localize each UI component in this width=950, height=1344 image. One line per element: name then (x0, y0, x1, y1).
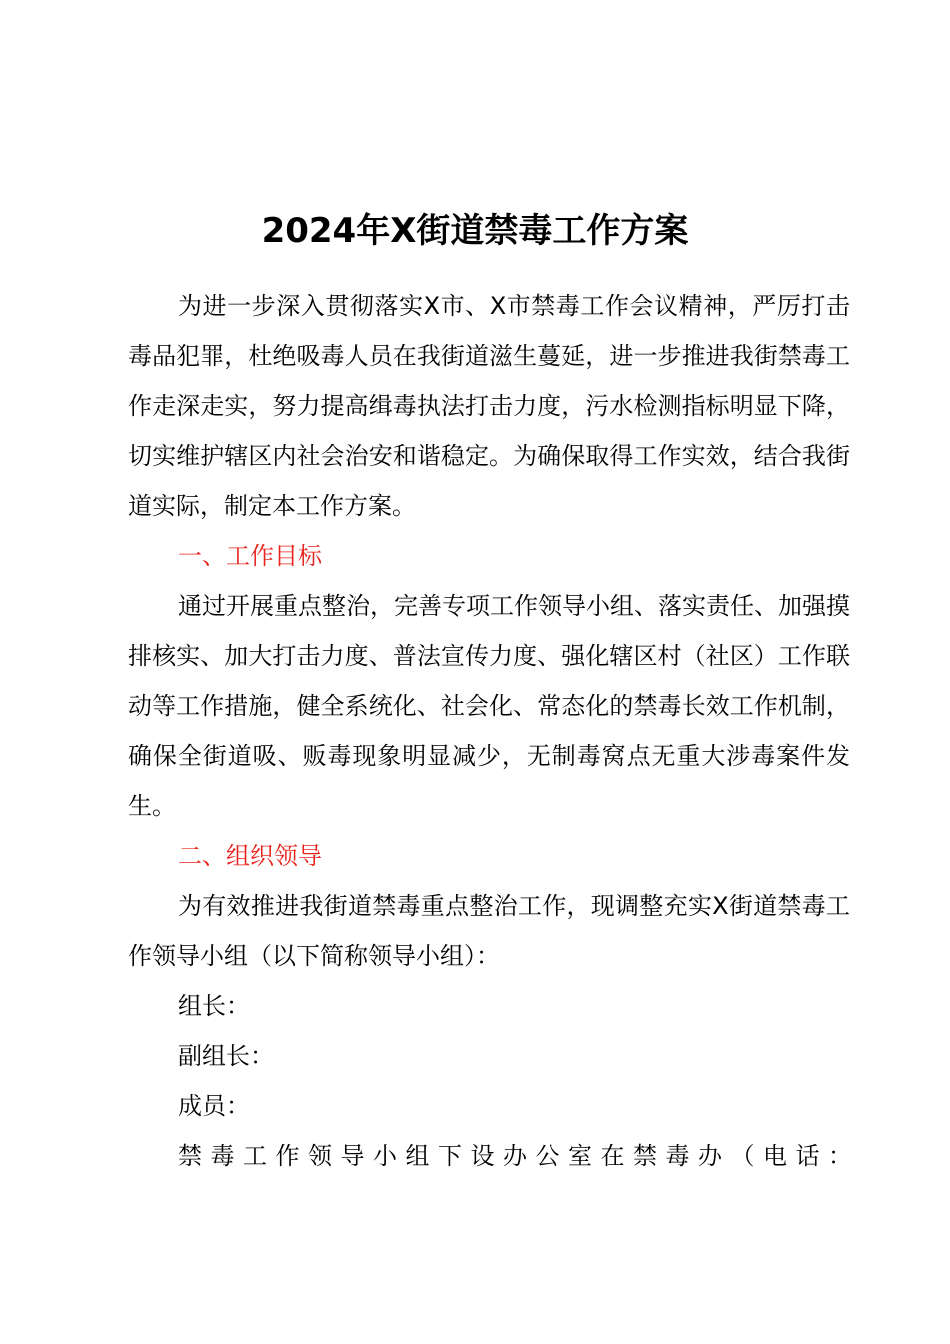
leader-label: 组长： (178, 992, 250, 1020)
document-title: 2024年X街道禁毒工作方案 (261, 211, 689, 251)
section-heading-goals: 一、工作目标 (178, 542, 322, 570)
office-line: 禁毒工作领导小组下设办公室在禁毒办（电话： (178, 1142, 861, 1170)
deputy-leader-label: 副组长： (178, 1042, 274, 1070)
document-body (128, 281, 861, 1181)
leadership-paragraph: 为有效推进我街道禁毒重点整治工作，现调整充实X街道禁毒工作领导小组（以下简称领导小组）： (128, 892, 850, 970)
members-label: 成员： (178, 1092, 250, 1120)
section-heading-leadership: 二、组织领导 (178, 842, 322, 870)
intro-paragraph: 为进一步深入贯彻落实X市、X市禁毒工作会议精神，严厉打击毒品犯罪，杜绝吸毒人员在我街道滋生蔓延，进一步推进我街禁毒工作走深走实，努力提高缉毒执法打击力度，污水检测指标明显下降，切实维护辖区内社会治安和谐稳定。为确保取得工作实效，结合我街道实际，制定本工作方案。 (128, 292, 850, 520)
goals-paragraph: 通过开展重点整治，完善专项工作领导小组、落实责任、加强摸排核实、加大打击力度、普法宣传力度、强化辖区村（社区）工作联动等工作措施，健全系统化、社会化、常态化的禁毒长效工作机制，确保全街道吸、贩毒现象明显减少，无制毒窝点无重大涉毒案件发生。 (128, 592, 850, 820)
